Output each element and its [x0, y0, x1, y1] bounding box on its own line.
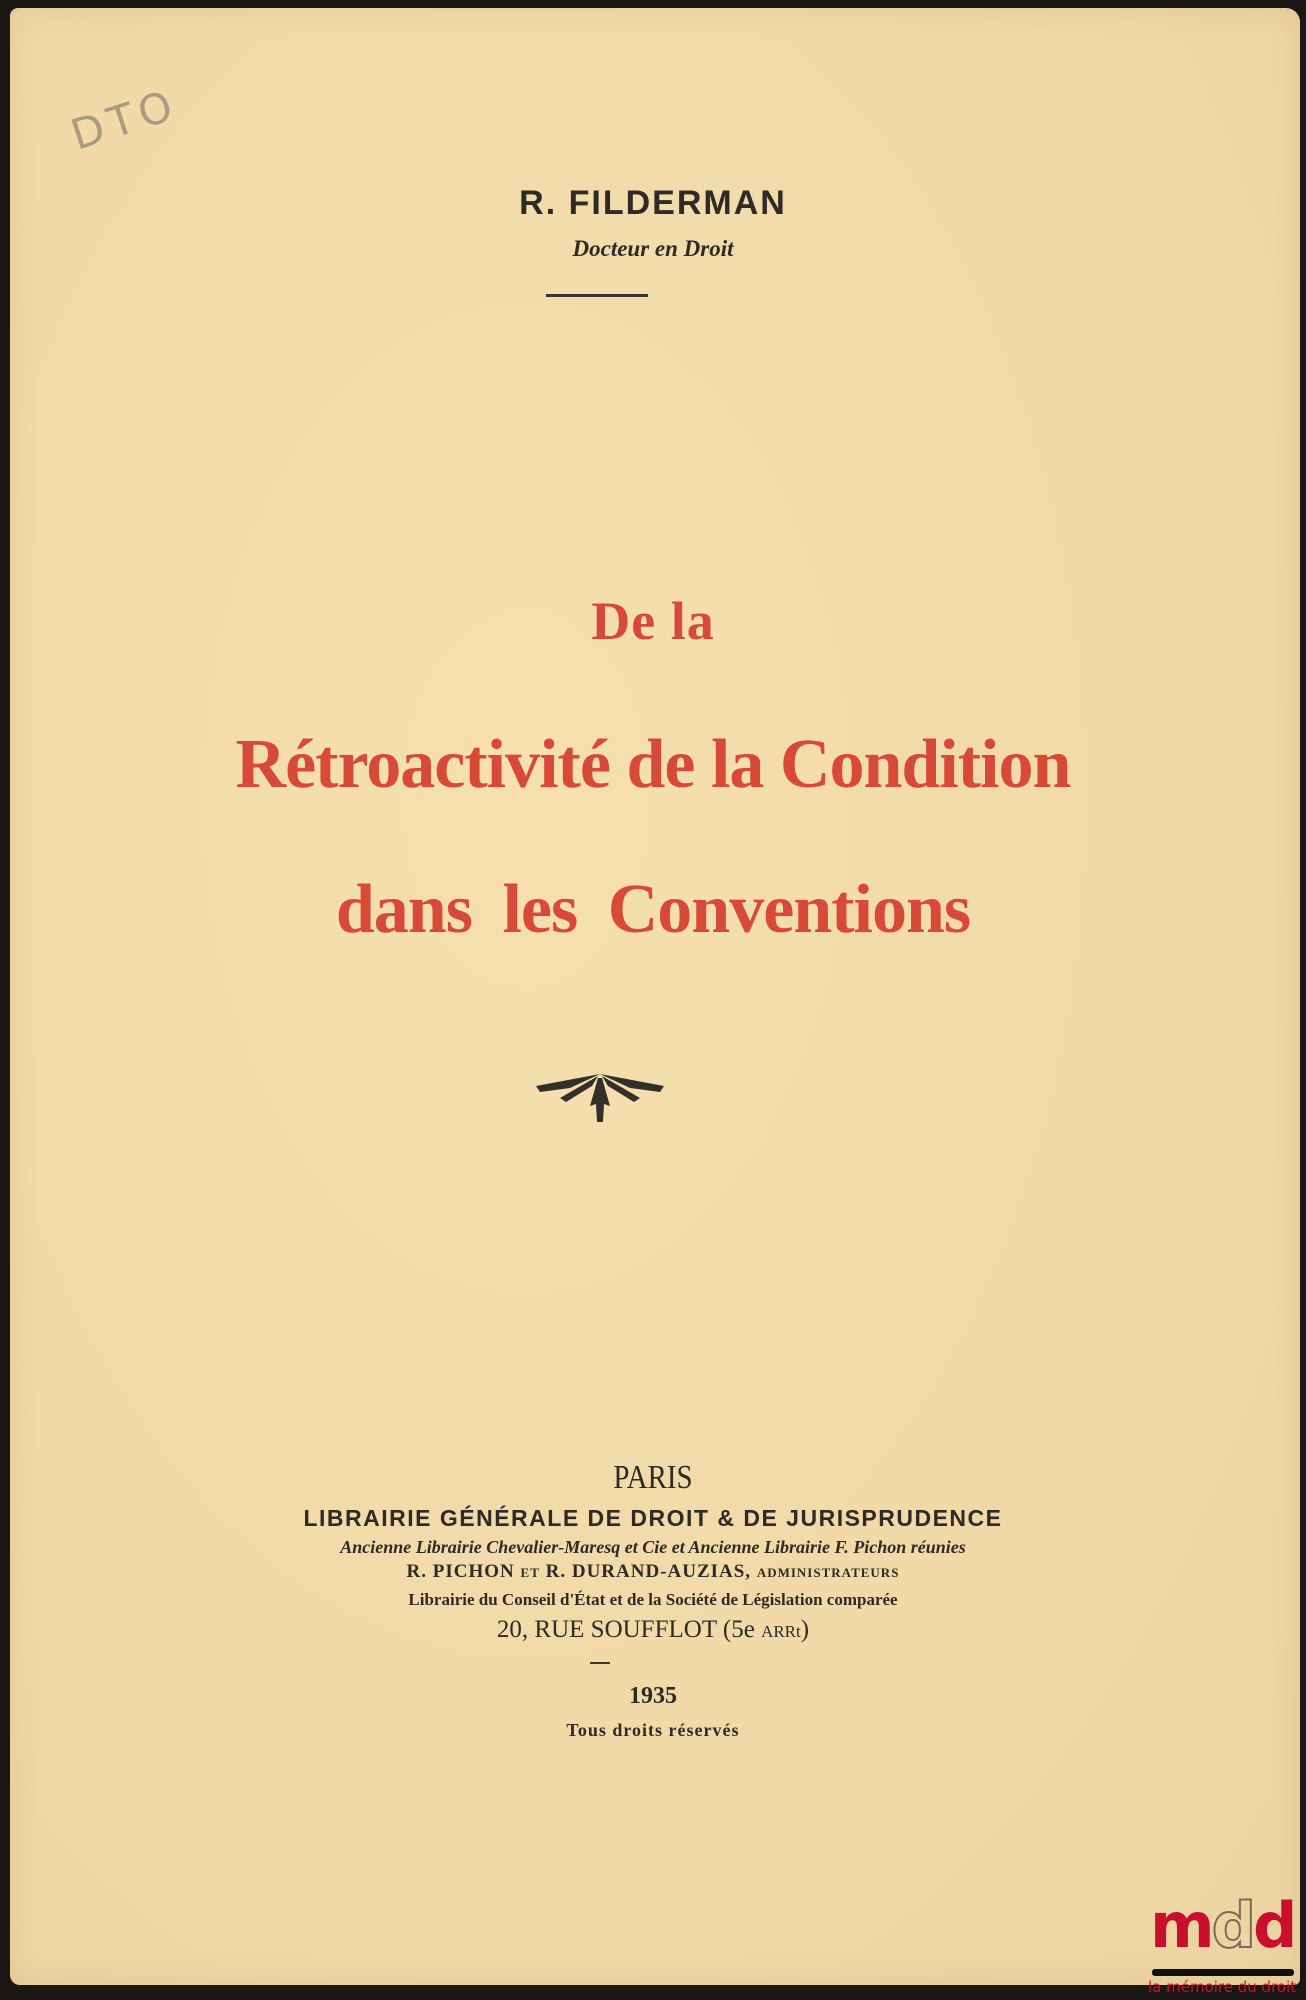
logo-m: m: [1150, 1889, 1212, 1962]
admins-second: R. DURAND-AUZIAS,: [539, 1561, 757, 1582]
fan-ornament-icon: [530, 1062, 670, 1122]
rights-notice: Tous droits réservés: [566, 1720, 740, 1740]
logo-d-outline: d: [1211, 1889, 1253, 1962]
council-line: Librairie du Conseil d'État et de la Société de Législation comparée: [408, 1590, 898, 1609]
pencil-shelf-mark: DTO: [65, 79, 184, 160]
imprint-city: PARIS: [613, 1459, 693, 1496]
logo-letters: [1150, 1889, 1295, 1962]
divider-rule: [546, 294, 648, 297]
admins-main: R. PICHON: [406, 1561, 521, 1582]
address-close: ): [800, 1616, 810, 1643]
address-main: 20, RUE SOUFFLOT (5e: [496, 1616, 762, 1643]
publisher-address: [0, 1616, 1306, 1644]
address-arr: ARRt: [761, 1622, 801, 1641]
publisher-name: LIBRAIRIE GÉNÉRALE DE DROIT & DE JURISPRUDENCE: [303, 1505, 1003, 1531]
author-degree: Docteur en Droit: [572, 236, 734, 261]
logo-d: d: [1253, 1889, 1295, 1962]
mdd-logo: [1148, 1889, 1300, 2000]
former-publishers: Ancienne Librairie Chevalier-Maresq et Cie et Ancienne Librairie F. Pichon réunies: [340, 1537, 966, 1557]
logo-tagline: la mémoire du droit: [1148, 1978, 1297, 1996]
short-dash: [590, 1662, 610, 1664]
logo-underline: [1152, 1969, 1294, 1976]
title-line-3: dans les Conventions: [335, 871, 971, 948]
publication-year: 1935: [629, 1683, 677, 1709]
administrators: [0, 1561, 1306, 1583]
title-line-2: Rétroactivité de la Condition: [235, 726, 1071, 803]
author-name: R. FILDERMAN: [519, 184, 787, 222]
title-line-1: De la: [591, 591, 715, 651]
admins-et: ET: [520, 1565, 540, 1580]
admins-role: ADMINISTRATEURS: [756, 1565, 900, 1580]
